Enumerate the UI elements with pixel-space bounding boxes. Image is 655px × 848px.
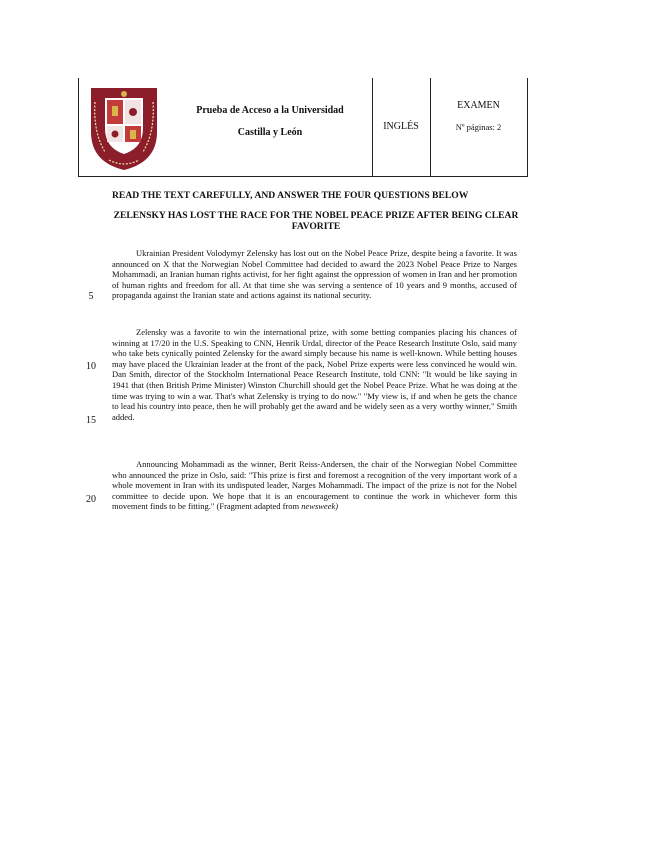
- paragraph-3-text: Announcing Mohammadi as the winner, Berit Reiss-Andersen, the chair of the Norwegian Nobel Committee who announced the prize in Oslo, said: "This prize is first and foremost a recognition of the very important work of a whole movement in Iran with its undisputed leader, Narges Mohammadi. The impact of the prize is not for the Nobel committee to decide upon. We hope that it is an encouragement to continue the work in whichever form this movement finds to be fitting." (Fragment adapted from: [112, 459, 517, 512]
- header-bottom-rule: [78, 176, 528, 177]
- line-number-15: 15: [86, 415, 96, 426]
- header-border-left: [78, 78, 79, 176]
- university-seal-logo: [85, 82, 163, 172]
- paragraph-2: Zelensky was a favorite to win the international prize, with some betting companies placing his chances of winning at 17/20 in the U.S. Speaking to CNN, Henrik Urdal, director of the Peace Research Institute Oslo, said many who take bets cynically pointed Zelensky for the award simply because his name is well-known. While betting houses may have placed the Ukrainian leader at the front of the pack, Nobel Prize experts were less convinced he would win. Dan Smith, director of the Stockholm International Peace Research Institute, told CNN: "It would be like saying in 1941 that (then British Prime Minister) Winston Churchill should get the Nobel Peace Prize. What he was doing at the time was trying to win a war. That's what Zelensky is trying to do now." "My view is, if and when he gets the chance to lead his country into peace, then he will probably get the award and be widely seen as a very worthy winner," Smith added.: [112, 327, 517, 422]
- article-headline: ZELENSKY HAS LOST THE RACE FOR THE NOBEL PEACE PRIZE AFTER BEING CLEAR FAVORITE: [113, 210, 519, 232]
- line-number-10: 10: [86, 361, 96, 372]
- line-number-20: 20: [86, 494, 96, 505]
- institution-title: Prueba de Acceso a la Universidad: [196, 105, 344, 116]
- source-attribution: newsweek): [301, 501, 339, 512]
- instructions-heading: READ THE TEXT CAREFULLY, AND ANSWER THE FOUR QUESTIONS BELOW: [112, 190, 469, 201]
- paragraph-1: Ukrainian President Volodymyr Zelensky has lost out on the Nobel Peace Prize, despite being a favorite. It was announced on X that the Norwegian Nobel Committee had decided to award the 2023 Nobel Peace Prize to Narges Mohammadi, an Iranian human rights activist, for her fight against the oppression of women in Iran and her promotion of human rights and freedom for all. At that time she was serving a sentence of 10 years and 9 months, accused of propaganda against the Iranian state and actions against its national security.: [112, 248, 517, 301]
- exam-label: EXAMEN: [457, 100, 500, 111]
- exam-block: [430, 100, 527, 132]
- institution-block: [185, 100, 355, 144]
- line-number-5: 5: [88, 291, 94, 302]
- pages-count: Nº páginas: 2: [455, 122, 502, 132]
- subject-label: INGLÉS: [383, 121, 419, 132]
- header-border-right: [527, 78, 528, 176]
- paragraph-3: [112, 459, 517, 512]
- institution-region: Castilla y León: [237, 127, 303, 138]
